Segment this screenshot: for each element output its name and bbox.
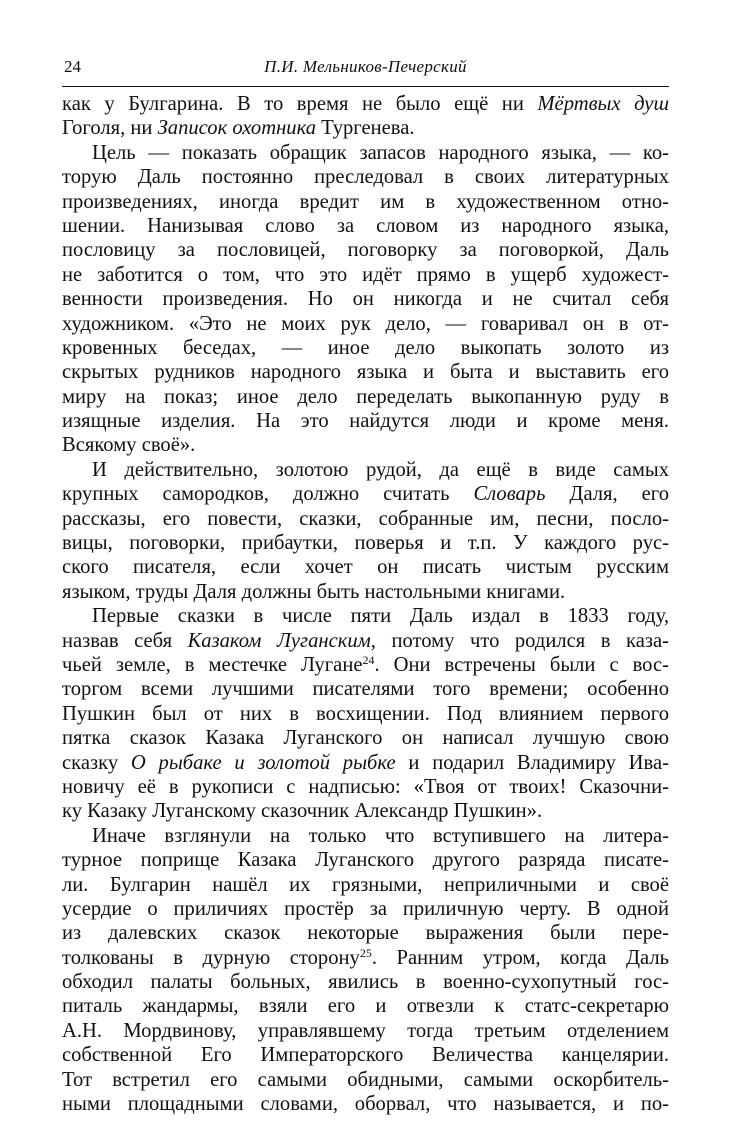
text-run: А.Н. Мордвинову, управлявшему тогда третьим отделением	[62, 1019, 669, 1042]
text-run: языком, труды Даля должны быть настольными книгами.	[62, 580, 566, 603]
text-line	[62, 482, 669, 506]
text-line	[62, 385, 669, 409]
text-run: миру на показ; иное дело переделать выкопанную руду в	[62, 385, 669, 408]
text-run: Гоголя, ни	[62, 117, 158, 140]
text-run: торгом всеми лучшими писателями того времени; особенно	[62, 678, 669, 701]
text-line	[62, 312, 669, 336]
italic-title: Словарь	[473, 483, 546, 506]
text-run: толкованы в дурную сторону	[62, 946, 360, 969]
text-run: Тургенева.	[316, 117, 415, 140]
text-run: собственной Его Императорского Величества канцелярии.	[62, 1044, 669, 1067]
text-line	[62, 555, 669, 579]
footnote-ref: 25	[359, 945, 372, 960]
footnote-ref: 24	[362, 652, 375, 667]
text-run: сказку	[62, 751, 131, 774]
text-run: Цель — показать обращик запасов народного языка, — ко-	[92, 141, 669, 164]
text-line	[62, 116, 669, 140]
text-line	[62, 1092, 669, 1116]
text-run: ского писателя, если хочет он писать чистым русским	[62, 556, 669, 579]
text-run: ку Казаку Луганскому сказочник Александр Пушкин».	[62, 800, 543, 823]
text-line	[62, 653, 669, 677]
text-run: не заботится о том, что это идёт прямо в ущерб художест-	[62, 263, 669, 286]
text-line	[62, 629, 669, 653]
text-run: пятка сказок Казака Луганского он написал лучшую свою	[62, 727, 669, 750]
text-line	[62, 1019, 669, 1043]
text-line	[62, 507, 669, 531]
text-run: кровенных беседах, — иное дело выкопать золото из	[62, 336, 669, 359]
text-line	[62, 409, 669, 433]
text-run: Всякому своё».	[62, 434, 196, 457]
text-run: венности произведения. Но он никогда и не считал себя	[62, 288, 669, 311]
text-run: из далевских сказок некоторые выражения были пере-	[62, 922, 669, 945]
text-line	[62, 873, 669, 897]
text-run: и подарил Владимиру Ива-	[395, 751, 669, 774]
text-run: как у Булгарина. В то время не было ещё ни	[62, 93, 538, 115]
text-run: скрытых рудников народного языка и быта и выставить его	[62, 361, 669, 384]
paragraph	[62, 458, 669, 604]
text-run: , потому что родился в каза-	[370, 629, 669, 652]
text-run: новичу её в рукописи с надписью: «Твоя от твоих! Сказочни-	[62, 775, 669, 798]
text-run: усердие о приличиях простёр за приличную черту. В одной	[62, 897, 669, 920]
text-run: вицы, поговорки, прибаутки, поверья и т.п. У каждого рус-	[62, 532, 669, 555]
text-run: Первые сказки в числе пяти Даль издал в 1833 году,	[92, 605, 669, 628]
text-line	[62, 604, 669, 628]
text-run: изящные изделия. На это найдутся люди и кроме меня.	[62, 410, 669, 433]
text-line	[62, 165, 669, 189]
text-run: торую Даль постоянно преследовал в своих литературных	[62, 166, 669, 189]
text-line	[62, 433, 669, 457]
text-run: пословицу за пословицей, поговорку за поговоркой, Даль	[62, 239, 669, 262]
italic-title: Записок охотника	[157, 117, 316, 140]
page-number: 24	[64, 57, 81, 76]
text-run: художником. «Это не моих рук дело, — говаривал он в от-	[62, 312, 669, 335]
text-run: И действительно, золотою рудой, да ещё в виде самых	[92, 458, 669, 481]
paragraph	[62, 604, 669, 824]
text-line	[62, 458, 669, 482]
text-run: обходил палаты больных, явились в военно-сухопутный гос-	[62, 971, 669, 994]
text-line	[62, 824, 669, 848]
text-line	[62, 994, 669, 1018]
text-line	[62, 190, 669, 214]
text-run: назвав себя	[62, 629, 188, 652]
text-line	[62, 946, 669, 970]
text-run: ными площадными словами, оборвал, что называется, и по-	[62, 1093, 669, 1116]
text-line	[62, 921, 669, 945]
running-head: П.И. Мельников-Печерский	[264, 57, 467, 76]
text-line	[62, 263, 669, 287]
text-run: Даля, его	[545, 483, 669, 506]
text-line	[62, 970, 669, 994]
text-run: ли. Булгарин нашёл их грязными, неприличными и своё	[62, 873, 669, 896]
text-line	[62, 1043, 669, 1067]
text-line	[62, 897, 669, 921]
text-line	[62, 751, 669, 775]
text-run: питаль жандармы, взяли его и отвезли к статс-секретарю	[62, 995, 669, 1018]
text-line	[62, 92, 669, 116]
text-line	[62, 531, 669, 555]
text-run: . Ранним утром, когда Даль	[371, 946, 669, 969]
text-run: произведениях, иногда вредит им в художественном отно-	[62, 190, 669, 213]
text-line	[62, 726, 669, 750]
text-line	[62, 238, 669, 262]
italic-title: Мёртвых душ	[537, 93, 669, 115]
text-run: . Они встречены были с вос-	[374, 653, 669, 676]
text-line	[62, 775, 669, 799]
text-run: шении. Нанизывая слово за словом из народного языка,	[62, 214, 669, 237]
text-run: турное поприще Казака Луганского другого разряда писате-	[62, 849, 669, 872]
text-line	[62, 336, 669, 360]
paragraph	[62, 141, 669, 458]
text-line	[62, 848, 669, 872]
page-header	[62, 56, 669, 87]
italic-title: Казаком Луганским	[187, 629, 371, 652]
text-line	[62, 214, 669, 238]
text-run: рассказы, его повести, сказки, собранные им, песни, посло-	[62, 507, 669, 530]
text-run: Иначе взглянули на только что вступившего на литера-	[92, 824, 669, 847]
paragraph	[62, 824, 669, 1117]
text-run: Пушкин был от них в восхищении. Под влиянием первого	[62, 702, 669, 725]
body-text	[62, 92, 669, 1116]
text-line	[62, 702, 669, 726]
text-run: Тот встретил его самыми обидными, самыми оскорбитель-	[62, 1068, 669, 1091]
text-run: крупных самородков, должно считать	[62, 483, 474, 506]
text-line	[62, 141, 669, 165]
text-line	[62, 287, 669, 311]
paragraph	[62, 92, 669, 141]
text-line	[62, 580, 669, 604]
text-line	[62, 360, 669, 384]
text-run: чьей земле, в местечке Лугане	[62, 653, 363, 676]
text-line	[62, 1068, 669, 1092]
text-line	[62, 799, 669, 823]
text-line	[62, 677, 669, 701]
italic-title: О рыбаке и золотой рыбке	[130, 751, 396, 774]
